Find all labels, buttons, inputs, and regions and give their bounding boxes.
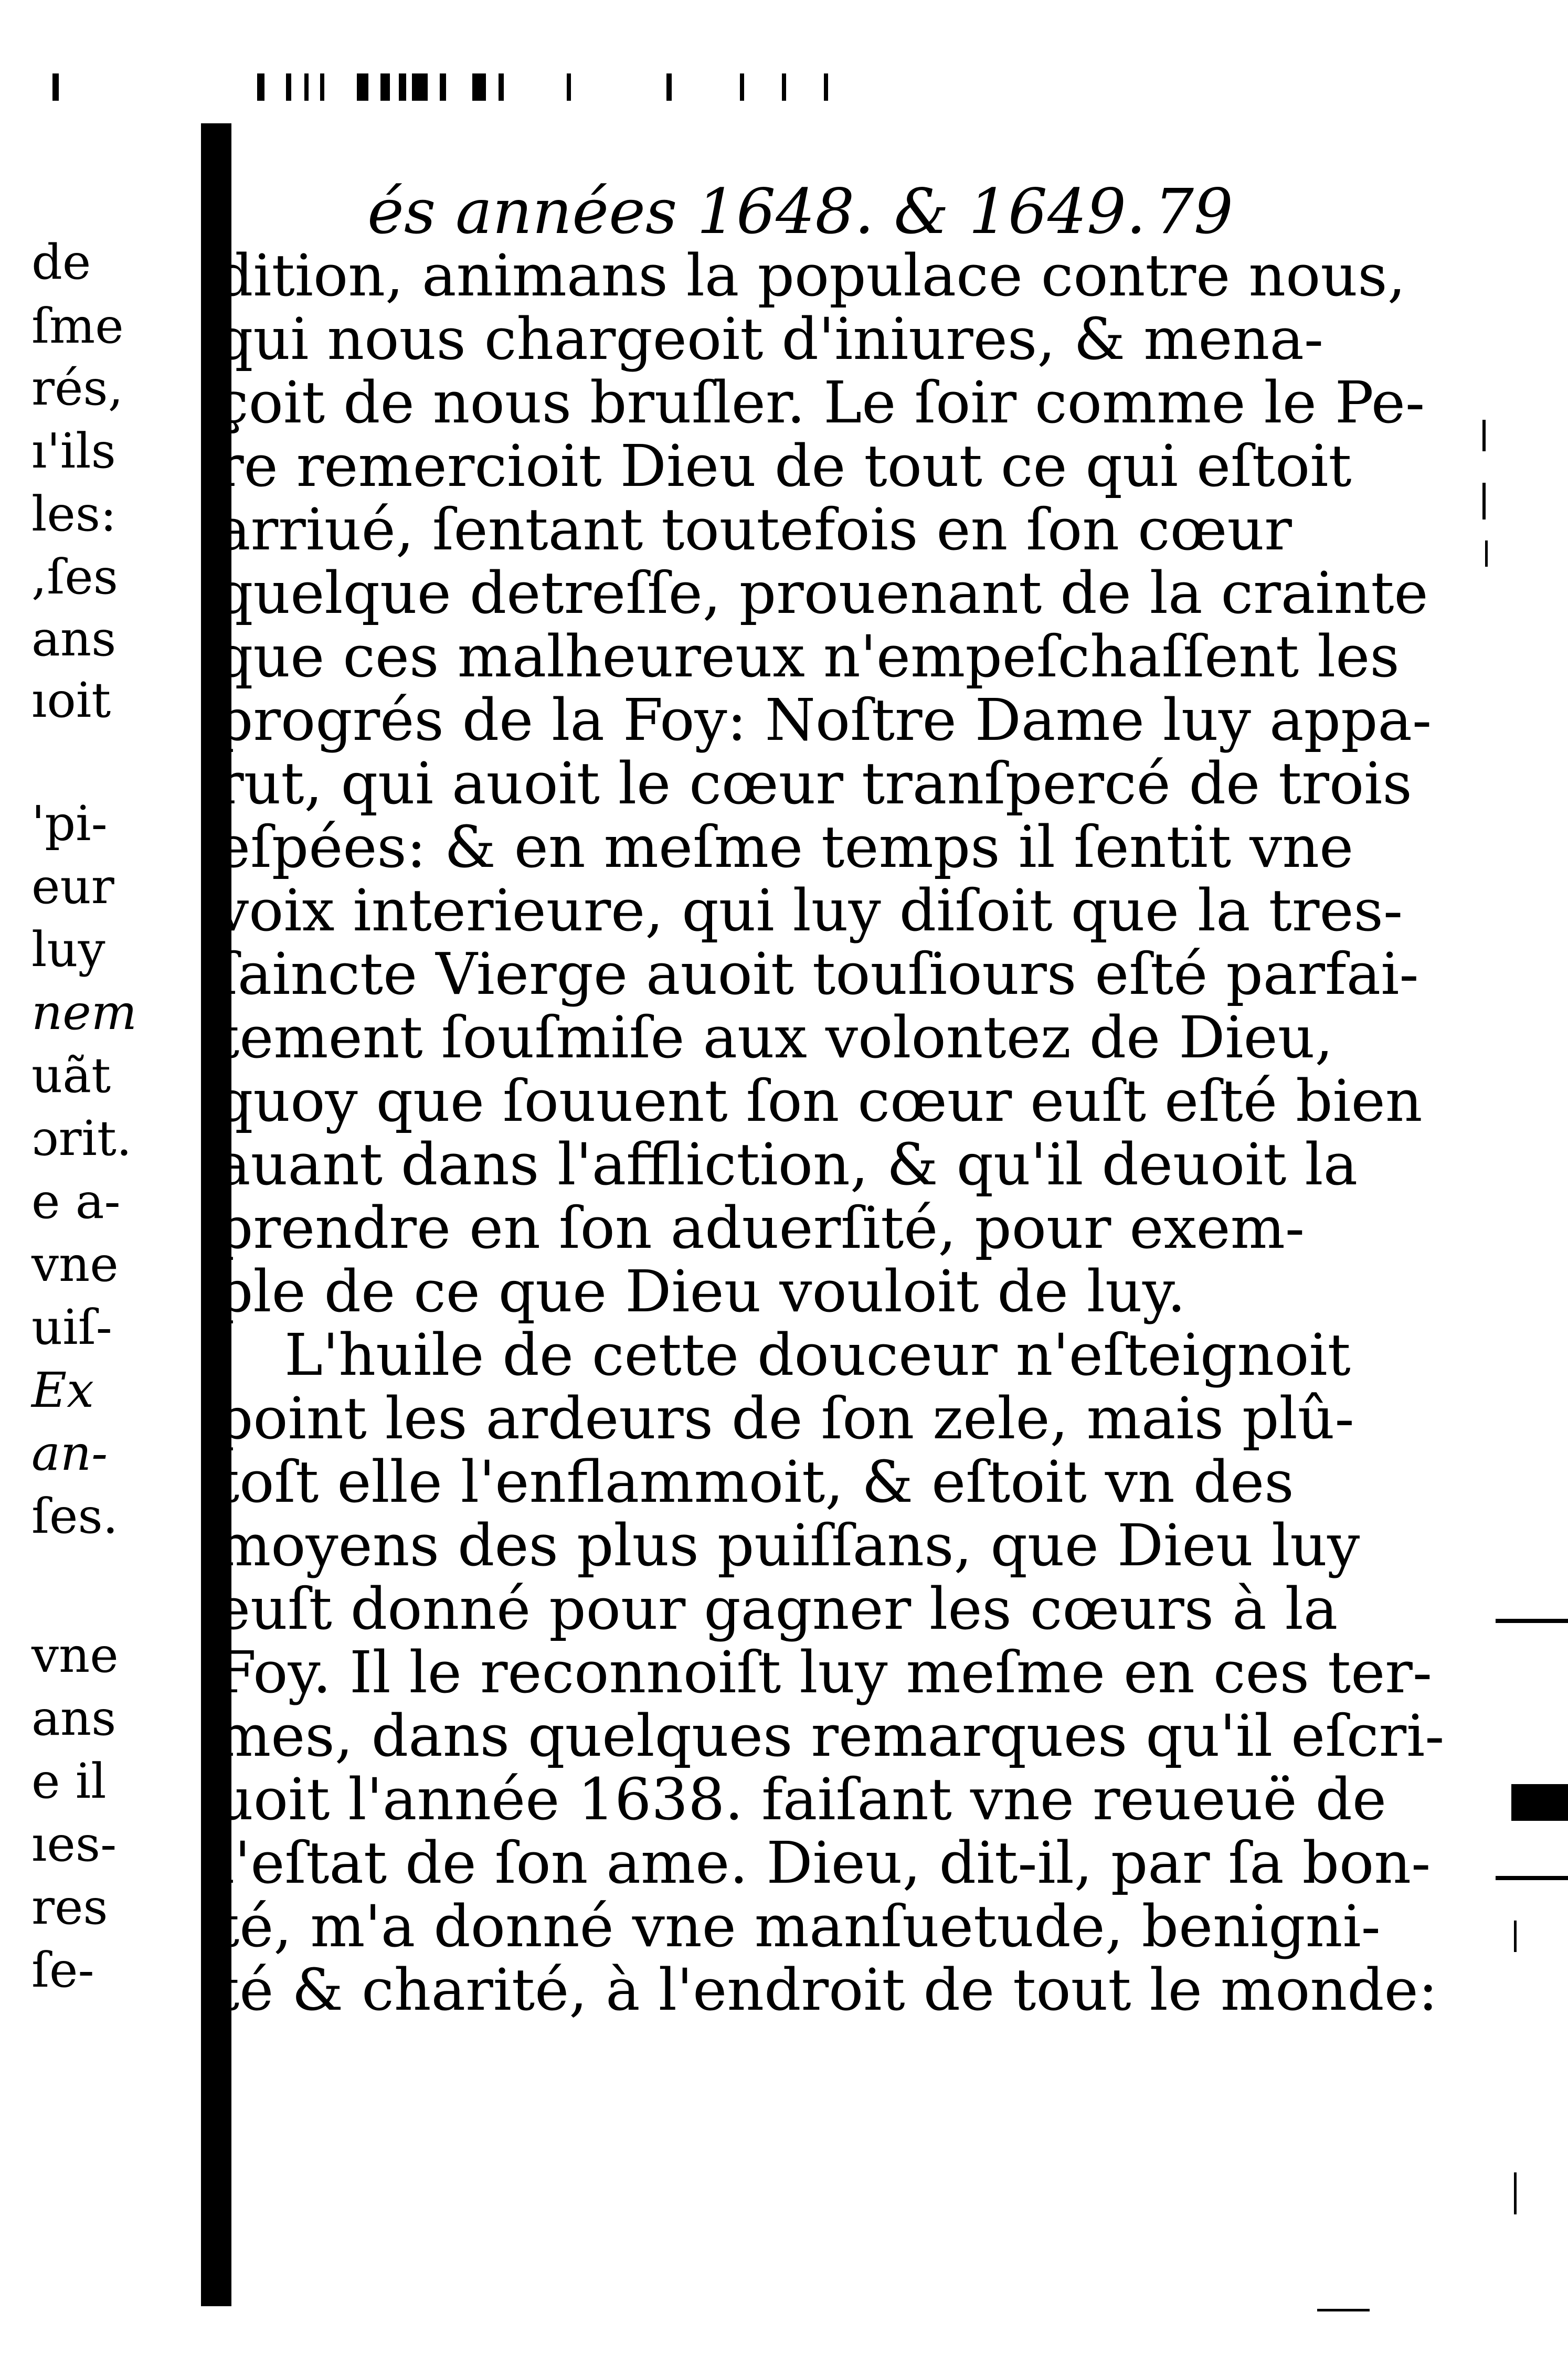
facing-page-fragment: an- — [31, 1425, 108, 1481]
margin-speck — [1496, 1619, 1568, 1623]
text-line: moyens des plus puiſſans, que Dieu luy — [216, 1512, 1360, 1579]
scan-mark — [399, 73, 406, 101]
text-line: qui nous chargeoit d'iniures, & mena- — [216, 305, 1324, 373]
margin-speck — [1317, 2309, 1370, 2311]
margin-speck — [1514, 1921, 1517, 1952]
facing-page-fragment: eur — [31, 858, 114, 915]
facing-page-fragment: Ex — [31, 1362, 94, 1418]
text-line: toſt elle l'enflammoit, & eſtoit vn des — [216, 1448, 1294, 1515]
margin-speck — [1511, 1784, 1568, 1821]
facing-page-fragment: e il — [31, 1753, 107, 1809]
text-line: point les ardeurs de ſon zele, mais plû- — [216, 1385, 1354, 1452]
running-head-title: és années 1648. & 1649. — [367, 175, 1146, 248]
text-line: ſaincte Vierge auoit touſiours eſté parfai- — [216, 940, 1419, 1007]
facing-page-fragment: ı'ils — [31, 423, 116, 479]
text-line: ple de ce que Dieu vouloit de luy. — [216, 1258, 1186, 1325]
scan-mark — [357, 73, 368, 101]
facing-page-fragment: ſes. — [31, 1488, 118, 1544]
text-line: auant dans l'affliction, & qu'il deuoit la — [216, 1131, 1358, 1198]
text-line: tement ſouſmiſe aux volontez de Dieu, — [216, 1004, 1333, 1071]
scan-mark — [666, 73, 672, 101]
scan-mark — [567, 73, 571, 101]
text-line: dition, animans la populace contre nous, — [216, 242, 1406, 309]
margin-speck — [1482, 420, 1486, 451]
facing-page-fragment: uiſ- — [31, 1299, 112, 1355]
scan-mark — [440, 73, 446, 101]
text-line: progrés de la Foy: Noſtre Dame luy appa- — [216, 686, 1432, 754]
facing-page-fragment: ſe- — [31, 1942, 94, 1998]
facing-page-fragment: 'pi- — [31, 795, 108, 852]
facing-page-fragment: les: — [31, 486, 117, 542]
margin-speck — [1514, 2172, 1517, 2214]
facing-page-fragment: ſme — [31, 298, 124, 354]
margin-speck — [1496, 1876, 1568, 1880]
facing-page-fragment: de — [31, 234, 91, 290]
scan-mark — [782, 73, 786, 101]
text-line: té & charité, à l'endroit de tout le monde: — [216, 1956, 1438, 2023]
scan-mark — [824, 73, 828, 101]
page-number: 79 — [1154, 175, 1233, 248]
scan-mark — [304, 73, 309, 101]
text-line: çoit de nous bruſler. Le ſoir comme le Pe- — [216, 369, 1425, 436]
scan-mark — [320, 73, 324, 101]
scan-mark — [380, 73, 390, 101]
facing-page-fragment: ,ſes — [31, 549, 118, 605]
text-line: voix interieure, qui luy diſoit que la tres- — [216, 877, 1403, 944]
text-line: arriué, ſentant toutefois en ſon cœur — [216, 496, 1292, 563]
facing-page-fragment: ɔrit. — [31, 1110, 132, 1166]
facing-page-fragment: vne — [31, 1236, 119, 1292]
text-line: uoit l'année 1638. faiſant vne reueuë de — [216, 1766, 1387, 1833]
text-line: re remercioit Dieu de tout ce qui eſtoit — [216, 432, 1352, 500]
scan-mark — [472, 73, 486, 101]
scan-mark — [499, 73, 504, 101]
text-line: rut, qui auoit le cœur tranſpercé de trois — [216, 750, 1412, 817]
text-line: quelque detreſſe, prouenant de la crainte — [216, 559, 1428, 627]
facing-page-fragments — [0, 0, 199, 2376]
scan-mark — [412, 73, 428, 101]
text-line: l'eſtat de ſon ame. Dieu, dit-il, par ſa bon- — [216, 1829, 1431, 1896]
scan-mark — [286, 73, 291, 101]
facing-page-fragment: ıes- — [31, 1816, 117, 1872]
facing-page-fragment: e a- — [31, 1173, 121, 1229]
facing-page-fragment: luy — [31, 921, 105, 978]
facing-page-fragment: ıoit — [31, 672, 111, 728]
text-line: euſt donné pour gagner les cœurs à la — [216, 1575, 1338, 1642]
facing-page-fragment: rés, — [31, 360, 123, 416]
scan-mark — [257, 73, 264, 101]
margin-speck — [1482, 483, 1486, 519]
text-line: Foy. Il le reconnoiſt luy meſme en ces ter- — [216, 1639, 1433, 1706]
facing-page-fragment: res — [31, 1879, 108, 1935]
text-line: mes, dans quelques remarques qu'il eſcri- — [216, 1702, 1445, 1769]
facing-page-fragment: uãt — [31, 1047, 111, 1104]
facing-page-fragment: nem — [31, 984, 137, 1041]
scan-mark — [740, 73, 744, 101]
facing-page-fragment: ans — [31, 1690, 116, 1746]
text-line: L'huile de cette douceur n'eſteignoit — [284, 1321, 1351, 1388]
facing-page-fragment: vne — [31, 1627, 119, 1683]
facing-page-fragment: ans — [31, 611, 116, 667]
text-line: quoy que ſouuent ſon cœur euſt eſté bien — [216, 1067, 1423, 1134]
text-line: que ces malheureux n'empeſchaſſent les — [216, 623, 1400, 690]
text-line: eſpées: & en meſme temps il ſentit vne — [216, 813, 1354, 881]
margin-speck — [1485, 540, 1488, 567]
main-text — [216, 242, 1445, 2023]
text-line: té, m'a donné vne manſuetude, benigni- — [216, 1893, 1381, 1960]
text-line: prendre en ſon aduerſité, pour exem- — [216, 1194, 1305, 1261]
